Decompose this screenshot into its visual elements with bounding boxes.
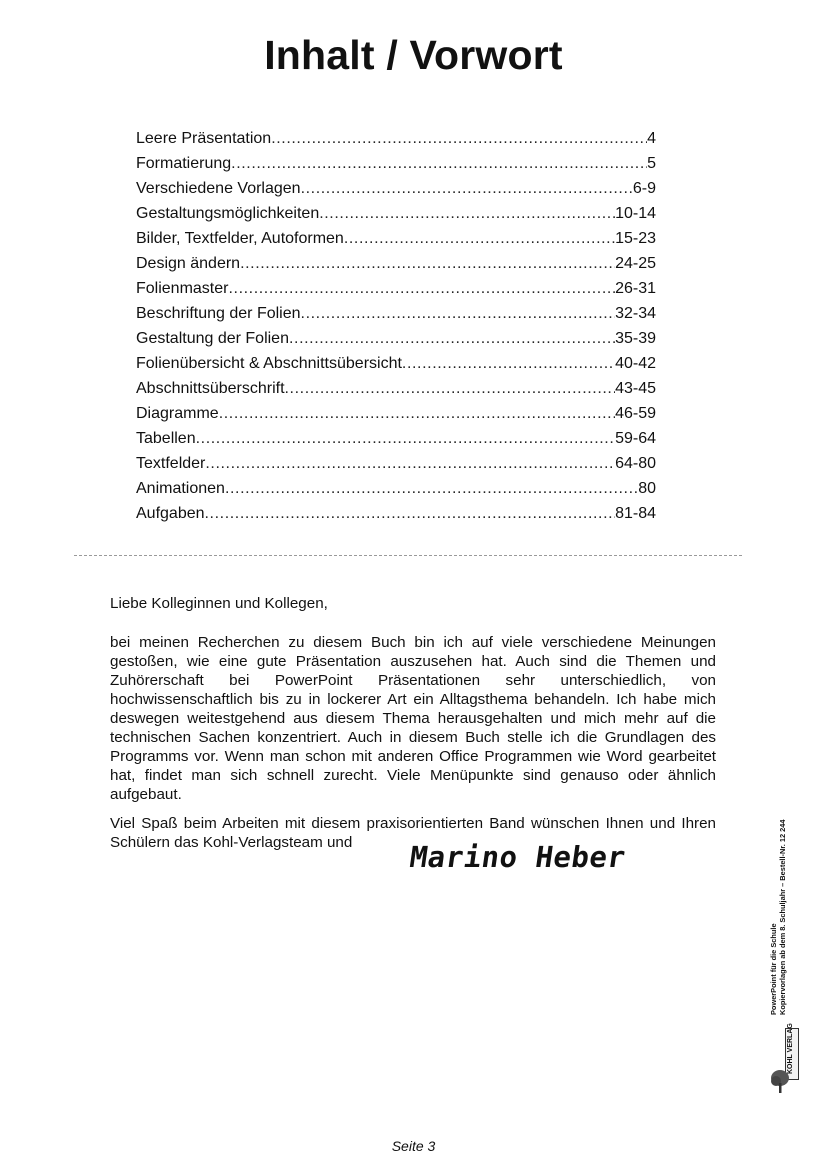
toc-entry-label: Formatierung xyxy=(136,155,232,172)
toc-leader-dots xyxy=(231,151,647,176)
publisher-logo xyxy=(769,1023,801,1092)
toc-leader-dots xyxy=(301,301,616,326)
publisher-sidebar xyxy=(769,788,809,1088)
letter-greeting: Liebe Kolleginnen und Kollegen, xyxy=(110,595,328,612)
toc-entry-pages: 40-42 xyxy=(615,355,656,372)
toc-entry-label: Animationen xyxy=(136,480,225,497)
toc-entry-label: Gestaltungsmöglichkeiten xyxy=(136,205,320,222)
toc-entry xyxy=(136,501,656,526)
toc-entry-label: Leere Präsentation xyxy=(136,130,272,147)
table-of-contents xyxy=(136,126,656,526)
toc-entry-pages: 4 xyxy=(647,130,656,147)
toc-entry-label: Abschnittsüberschrift xyxy=(136,380,285,397)
toc-entry-label: Tabellen xyxy=(136,430,196,447)
toc-entry xyxy=(136,276,656,301)
toc-entry xyxy=(136,401,656,426)
toc-leader-dots xyxy=(271,126,647,151)
toc-leader-dots xyxy=(225,476,638,501)
toc-entry-pages: 43-45 xyxy=(615,380,656,397)
toc-entry-pages: 32-34 xyxy=(615,305,656,322)
toc-entry-label: Bilder, Textfelder, Autoformen xyxy=(136,230,344,247)
toc-entry-label: Verschiedene Vorlagen xyxy=(136,180,301,197)
toc-entry xyxy=(136,151,656,176)
toc-entry xyxy=(136,351,656,376)
toc-leader-dots xyxy=(319,201,615,226)
toc-entry-pages: 35-39 xyxy=(615,330,656,347)
toc-leader-dots xyxy=(205,501,616,526)
toc-entry xyxy=(136,376,656,401)
toc-leader-dots xyxy=(402,351,615,376)
toc-entry xyxy=(136,326,656,351)
toc-entry xyxy=(136,251,656,276)
section-divider xyxy=(74,555,742,556)
toc-entry-pages: 26-31 xyxy=(615,280,656,297)
toc-entry xyxy=(136,476,656,501)
book-order-line: Kopiervorlagen ab dem 8. Schuljahr – Bestell-Nr. 12 244 xyxy=(778,819,787,1015)
toc-leader-dots xyxy=(196,426,615,451)
toc-entry-pages: 6-9 xyxy=(632,180,656,197)
book-info xyxy=(769,785,787,1015)
toc-entry-label: Design ändern xyxy=(136,255,241,272)
toc-entry xyxy=(136,301,656,326)
toc-leader-dots xyxy=(219,401,615,426)
toc-entry-pages: 5 xyxy=(647,155,656,172)
toc-entry-pages: 80 xyxy=(638,480,656,497)
toc-leader-dots xyxy=(344,226,615,251)
foreword-letter xyxy=(110,594,716,862)
toc-entry-pages: 46-59 xyxy=(615,405,656,422)
toc-entry-pages: 81-84 xyxy=(615,505,656,522)
book-title-line: PowerPoint für die Schule xyxy=(769,923,778,1015)
toc-entry-pages: 24-25 xyxy=(615,255,656,272)
toc-entry-pages: 15-23 xyxy=(615,230,656,247)
toc-entry-label: Gestaltung der Folien xyxy=(136,330,289,347)
letter-body: bei meinen Recherchen zu diesem Buch bin ich auf viele verschiedene Meinungen gestoßen, wie eine gute Präsentation auszusehen hat. Auch sind die Themen und Zuhörerschaft bei PowerPoint Präsentationen sehr unterschiedlich, von hochwissenschaftlich bis zu in lockerer Art ein Alltagsthema behandeln. Ich habe mich deswegen weitestgehend aus diesem Thema herausgehalten und mich mehr auf die technischen Sachen konzentriert. Auch in diesem Buch stelle ich die Grundlagen des Programms vor. Wenn man schon mit anderen Office Programmen wie Word gearbeitet hat, findet man sich schnell zurecht. Viele Menüpunkte sind genauso oder ähnlich aufgebaut. xyxy=(110,634,716,803)
toc-entry-label: Folienübersicht & Abschnittsübersicht xyxy=(136,355,402,372)
toc-entry-label: Folienmaster xyxy=(136,280,229,297)
toc-entry-label: Beschriftung der Folien xyxy=(136,305,301,322)
toc-entry-pages: 64-80 xyxy=(615,455,656,472)
letter-closing: Viel Spaß beim Arbeiten mit diesem praxisorientierten Band wünschen Ihnen und Ihren Schülern das Kohl-Verlagsteam und xyxy=(110,815,716,851)
toc-entry-pages: 10-14 xyxy=(615,205,656,222)
page-title: Inhalt / Vorwort xyxy=(264,32,563,78)
toc-entry xyxy=(136,201,656,226)
toc-entry xyxy=(136,176,656,201)
toc-leader-dots xyxy=(205,451,615,476)
toc-leader-dots xyxy=(285,376,616,401)
toc-entry-label: Textfelder xyxy=(136,455,206,472)
page-number: Seite 3 xyxy=(391,1138,436,1154)
tree-icon xyxy=(769,1068,791,1094)
toc-leader-dots xyxy=(228,276,615,301)
toc-entry xyxy=(136,426,656,451)
toc-entry xyxy=(136,226,656,251)
toc-entry-label: Aufgaben xyxy=(136,505,205,522)
toc-entry-label: Diagramme xyxy=(136,405,219,422)
toc-entry xyxy=(136,126,656,151)
toc-leader-dots xyxy=(301,176,633,201)
toc-entry xyxy=(136,451,656,476)
toc-leader-dots xyxy=(240,251,615,276)
toc-leader-dots xyxy=(289,326,615,351)
toc-entry-pages: 59-64 xyxy=(615,430,656,447)
author-signature: Marino Heber xyxy=(407,840,628,874)
logo-text: KOHL VERLAG xyxy=(787,1023,794,1074)
